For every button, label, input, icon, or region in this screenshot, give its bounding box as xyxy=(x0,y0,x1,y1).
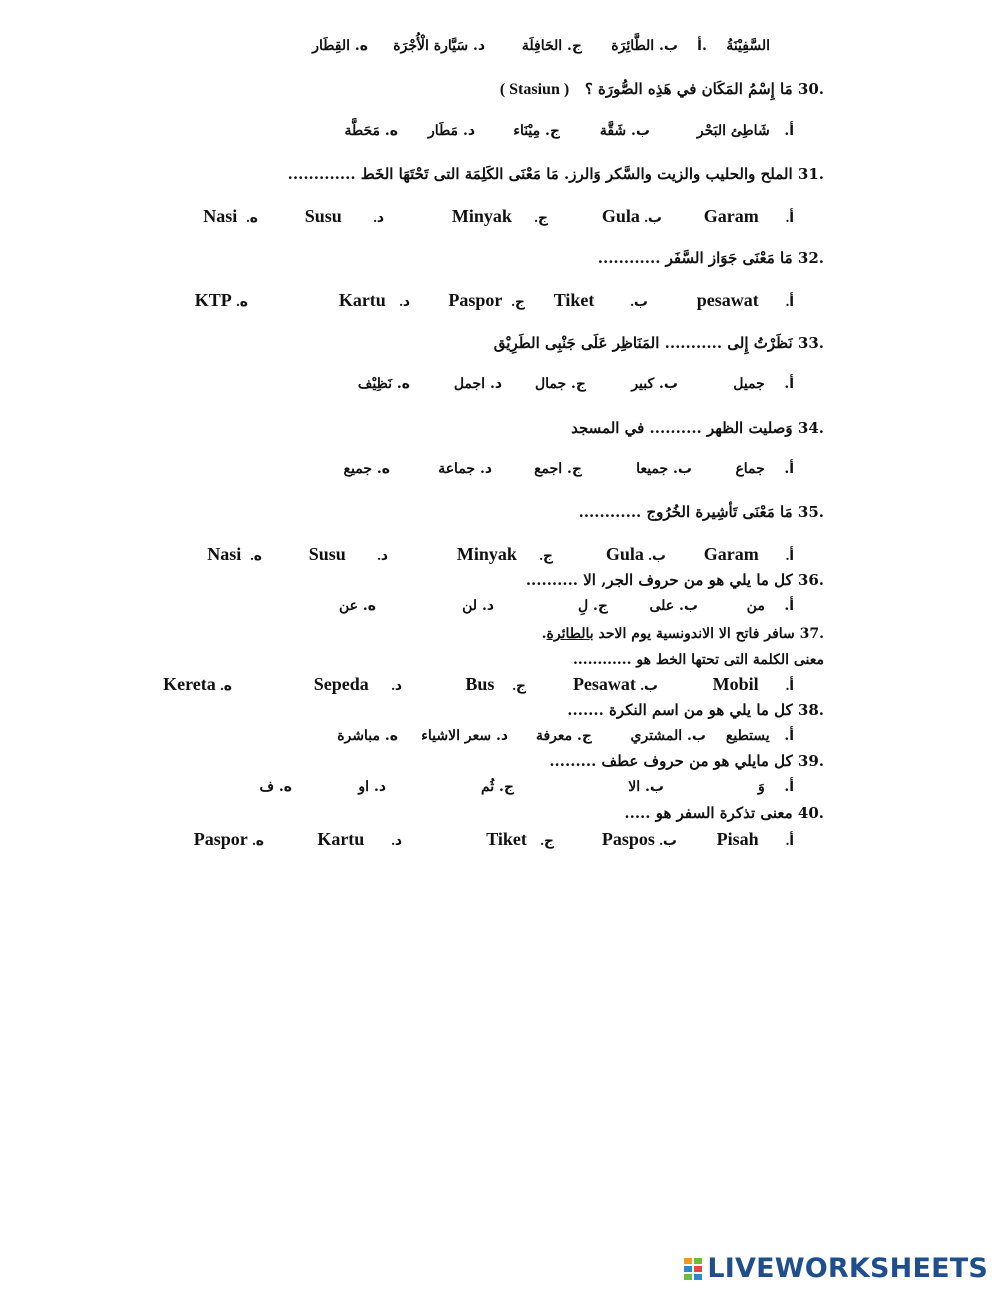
option-b[interactable]: Tiket .ب xyxy=(553,290,648,310)
question-38: 38. كل ما يلي هو من اسم النكرة ....... xyxy=(567,701,824,719)
option-a[interactable]: أ. يستطيع xyxy=(725,728,794,744)
option-e[interactable]: Nasi .ه xyxy=(203,206,258,226)
option-c[interactable]: ج. جمال xyxy=(534,376,586,392)
option-c[interactable]: ج. مِيْنَاء xyxy=(513,123,560,139)
option-d[interactable]: د. لن xyxy=(462,598,494,614)
option-a[interactable]: أ. جميل xyxy=(733,376,794,392)
option-a[interactable]: Garam .أ xyxy=(703,544,794,564)
option-b[interactable]: ب. المشتري xyxy=(630,728,706,744)
question-30: 30. مَا إِسْمُ المَكَان في هَذِه الصُّورَة ؟ ( Stasiun ) xyxy=(499,80,824,98)
option-c[interactable]: Tiket .ج xyxy=(486,829,554,849)
brand-name: LIVEWORKSHEETS xyxy=(707,1253,988,1284)
option-e[interactable]: ه. مَحَطَّة xyxy=(344,123,398,139)
option-a[interactable]: أ. السَّفِيْنَةُ xyxy=(697,38,770,54)
option-b[interactable]: ب. على xyxy=(649,598,698,614)
liveworksheets-logo-icon xyxy=(683,1257,703,1281)
option-e[interactable]: Paspor .ه xyxy=(193,829,264,849)
liveworksheets-brand[interactable] xyxy=(683,1253,988,1284)
question-33: 33. نَظَرْتُ إِلى ........... المَنَاظِر عَلَى جَنْبِى الطَرِيْق xyxy=(493,334,824,352)
option-b[interactable]: ب. الطَّائِرَة xyxy=(611,38,678,54)
option-d[interactable]: Susu .د xyxy=(308,544,388,564)
option-c[interactable]: ج. ثُم xyxy=(480,779,514,795)
option-d[interactable]: Kartu .د xyxy=(317,829,402,849)
option-e[interactable]: ه. القِطَار xyxy=(312,38,368,54)
option-a[interactable]: أ. شَاطِئ البَحْر xyxy=(696,123,794,139)
question-31: 31. الملح والحليب والزيت والسَّكر وَالرز. مَا مَعْنَى الكَلِمَة التى تَحْتَهَا الخَط ............. xyxy=(287,165,824,183)
option-d[interactable]: د. مَطَار xyxy=(428,123,475,139)
option-c[interactable]: Bus .ج xyxy=(465,674,526,694)
option-d[interactable]: د. سعر الاشياء xyxy=(421,728,508,744)
question-32: 32. مَا مَعْنَى جَوَاز السَّفَر ............ xyxy=(597,249,824,267)
option-d[interactable]: د. اجمل xyxy=(453,376,502,392)
option-b[interactable]: Pesawat .ب xyxy=(572,674,658,694)
option-c[interactable]: Minyak .ج xyxy=(451,206,548,226)
option-e[interactable]: ه. جميع xyxy=(343,461,390,477)
option-a[interactable]: Mobil .أ xyxy=(712,674,794,694)
option-b[interactable]: ب. جميعا xyxy=(636,461,692,477)
option-d[interactable]: د. جماعة xyxy=(438,461,492,477)
option-e[interactable]: ه. ف xyxy=(259,779,292,795)
question-40: 40. معنى تذكرة السفر هو ..... xyxy=(624,804,824,822)
option-b[interactable]: ب. شَقَّة xyxy=(599,123,650,139)
option-d[interactable]: Susu .د xyxy=(304,206,384,226)
question-36: 36. كل ما يلي هو من حروف الجر, الا .......... xyxy=(525,571,824,589)
option-c[interactable]: ج. اجمع xyxy=(534,461,582,477)
option-c[interactable]: ج. معرفة xyxy=(535,728,592,744)
option-c[interactable]: Minyak .ج xyxy=(456,544,553,564)
question-39: 39. كل مايلي هو من حروف عطف ......... xyxy=(549,752,824,770)
option-e[interactable]: Nasi .ه xyxy=(207,544,262,564)
option-c[interactable]: Paspor .ج xyxy=(448,290,525,310)
option-b[interactable]: Paspos .ب xyxy=(601,829,677,849)
option-e[interactable]: Kereta .ه xyxy=(163,674,232,694)
option-e[interactable]: ه. نَظِيْف xyxy=(357,376,410,392)
option-a[interactable]: Garam .أ xyxy=(703,206,794,226)
option-e[interactable]: KTP .ه xyxy=(194,290,248,310)
question-37: 37. سافر فاتح الا الاندونسية يوم الاحد بالطائرة. معنى الكلمة التى تحتها الخط هو ............ xyxy=(541,626,824,668)
option-d[interactable]: د. سَيَّارة الْأُجْرَة xyxy=(393,38,485,54)
option-b[interactable]: ب. كبير xyxy=(631,376,678,392)
option-d[interactable]: د. او xyxy=(358,779,386,795)
option-c[interactable]: ج. الحَافِلَة xyxy=(521,38,582,54)
option-c[interactable]: ج. لِ xyxy=(577,598,608,614)
option-b[interactable]: Gula .ب xyxy=(605,544,666,564)
option-a[interactable]: أ. من xyxy=(746,598,794,614)
option-a[interactable]: Pisah .أ xyxy=(716,829,794,849)
question-34: 34. وَصليت الظهر .......... في المسجد xyxy=(571,419,824,437)
option-e[interactable]: ه. عن xyxy=(338,598,376,614)
option-b[interactable]: Gula .ب xyxy=(601,206,662,226)
option-d[interactable]: Kartu .د xyxy=(338,290,410,310)
option-b[interactable]: ب. الا xyxy=(628,779,664,795)
option-d[interactable]: Sepeda .د xyxy=(313,674,402,694)
question-35: 35. مَا مَعْنَى تَأشِيرة الخُرُوج ............ xyxy=(578,503,824,521)
option-a[interactable]: أ. وَ xyxy=(758,779,794,795)
option-e[interactable]: ه. مباشرة xyxy=(337,728,398,744)
option-a[interactable]: pesawat .أ xyxy=(696,290,794,310)
option-a[interactable]: أ. جماع xyxy=(735,461,794,477)
